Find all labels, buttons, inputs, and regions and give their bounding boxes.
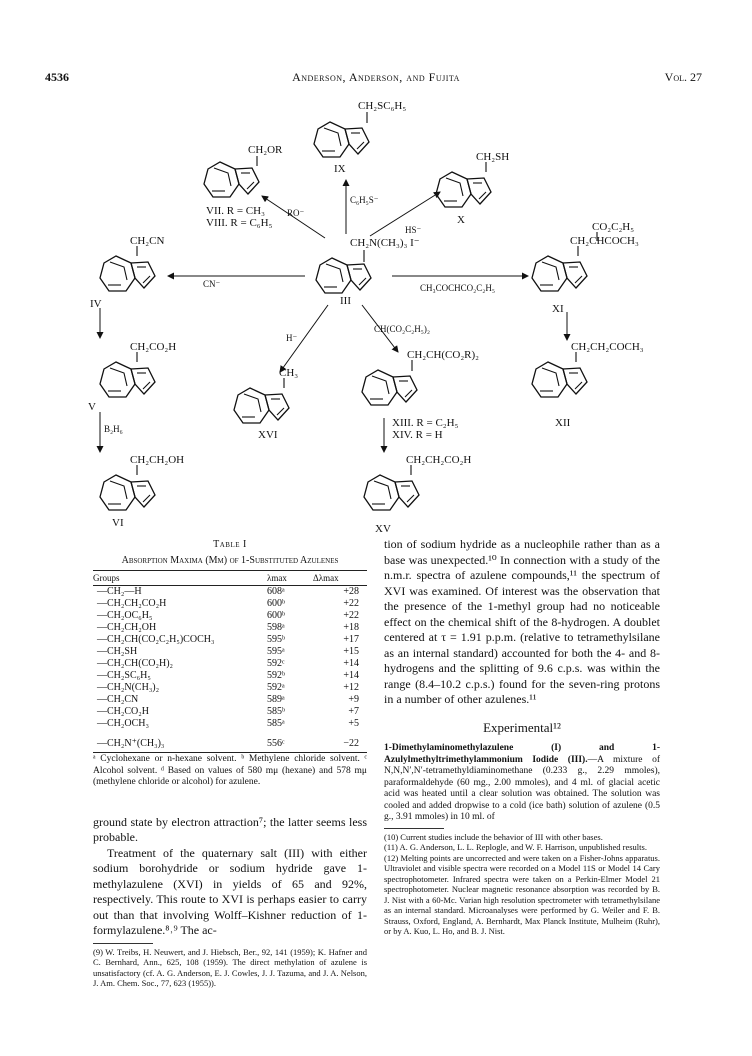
page-number: 4536	[45, 70, 69, 84]
footnote-11: (11) A. G. Anderson, L. L. Replogle, and W. F. Harrison, unpublished results.	[384, 842, 647, 852]
experimental-body	[384, 743, 660, 824]
reagent-ro: RO⁻	[287, 208, 305, 218]
table-cell-delta: +14	[343, 658, 359, 669]
footnote-9: (9) W. Treibs, H. Neuwert, and J. Hiebsch, Ber., 92, 141 (1959); K. Hafner and C. Bernhard, Ann., 625, 108 (1959). The direct methylation of azulene is unsatisfactory (cf. A. G. Anderson, E. J. Cowles, J. J. Tazuma, and J. A. Nelson, J. Am. Chem. Soc., 77, 623 (1955)).	[93, 946, 367, 988]
compound-VII-label: VII. R = CH₃	[206, 205, 265, 217]
table-cell-delta: +12	[343, 682, 359, 693]
experimental-heading: Experimental¹²	[483, 719, 561, 735]
table-cell-delta: +28	[343, 586, 359, 597]
experimental-title: 1-Dimethylaminomethylazulene (I) and 1-Azulylmethyltrimethylammonium Iodide (III).	[384, 743, 660, 765]
compound-V-label: V	[88, 401, 96, 413]
table-cell-lmax: 600ᵇ	[267, 610, 286, 621]
table-cell-lmax: 592ᵃ	[267, 682, 285, 693]
table-cell-group: —CH₂CH(CO₂H)₂	[97, 658, 174, 669]
table-row	[93, 694, 367, 706]
compound-XVI-structure	[234, 378, 289, 423]
table-cell-group: —CH₂SC₆H₅	[97, 670, 151, 681]
table-cell-group: —CH₂CH₂OH	[97, 622, 157, 633]
table-cell-lmax: 598ᵃ	[267, 622, 285, 633]
table-cell-group: —CH₂CH(CO₂C₂H₅)COCH₃	[97, 634, 215, 645]
table-cell-group: —CH₂—H	[97, 586, 142, 597]
reagent-cyanide: CN⁻	[203, 279, 221, 289]
paragraph-treatment: Treatment of the quaternary salt (III) with either sodium borohydride or sodium hydride gave 1-methylazulene (XVI) in yields of 65 and 92%, respectively. This route to XVI is perhaps easier to carry out than that involving Wolff–Kishner reduction of 1-formylazulene.⁸˒⁹ The ac-	[93, 845, 367, 937]
table-cell-lmax: 592ᵇ	[267, 670, 286, 681]
table-row	[93, 598, 367, 610]
compound-V-substituent: CH₂CO₂H	[130, 341, 177, 353]
table-notes: ᵃ Cyclohexane or n-hexane solvent. ᵇ Methylene chloride solvent. ᶜ Alcohol solvent. ᵈ Based on values of 580 mμ (hexane) and 578 mμ (methylene chloride or alcohol) for azulene.	[93, 754, 367, 787]
compound-IV-substituent: CH₂CN	[130, 235, 165, 247]
table-cell-group: —CH₂OC₆H₅	[97, 610, 153, 621]
table-row	[93, 670, 367, 682]
table-row	[93, 658, 367, 670]
table-header-delta: Δλmax	[313, 571, 367, 586]
compound-XVI-substituent: CH₃	[279, 367, 299, 379]
table-cell-lmax: 595ᵃ	[267, 646, 285, 657]
footnote-rule-right	[384, 828, 444, 829]
table-header-groups: Groups	[93, 571, 267, 586]
compound-IV-label: IV	[90, 298, 102, 310]
reaction-arrows	[100, 180, 567, 452]
table-cell-delta: +17	[343, 634, 359, 645]
table-cell-delta: +22	[343, 610, 359, 621]
compound-XII-structure	[532, 352, 587, 397]
compound-V-structure	[100, 352, 155, 397]
volume-number: Vol. 27	[664, 70, 702, 84]
compound-XV-substituent: CH₂CH₂CO₂H	[406, 454, 472, 466]
table-row	[93, 706, 367, 718]
compound-III-label: III	[340, 295, 351, 307]
compound-XIV-label: XIV. R = H	[392, 429, 443, 441]
footnote-12: (12) Melting points are uncorrected and were taken on a Fisher-Johns apparatus. Ultraviolet and visible spectra were recorded on a Model 11S or Model 14 Cary spectrophotometer. Infrared spectra were taken on a Perkin-Elmer Model 21 spectrophotometer. Nuclear magnetic resonance absorption was recorded by B. J. Nist with a 60-Mc. Varian high resolution spectrometer with tetramethylsilane as an internal standard. Microanalyses were performed by G. Weiler and F. B. Strauss, Oxford, England, A. Bernhardt, Max Planck Institute, Mulheim (Ruhr), or by A. Kuo, L. Ho, and B. J. Nist.	[384, 852, 660, 936]
footnote-rule	[93, 943, 153, 944]
compound-IX-substituent: CH₂SC₆H₅	[358, 100, 407, 112]
paragraph-ground-state: ground state by electron attraction⁷; the latter seems less probable.	[93, 814, 367, 844]
compound-VII-VIII-substituent: CH₂OR	[248, 144, 283, 156]
table-row	[93, 622, 367, 634]
table-row	[93, 610, 367, 622]
reagent-malonate: CH(CO₂C₂H₅)₂	[374, 324, 431, 334]
absorption-table	[93, 570, 367, 753]
table-cell-lmax: 608ᵃ	[267, 586, 285, 597]
compound-VI-label: VI	[112, 517, 124, 529]
table-cell-group: —CH₂CH₂CO₂H	[97, 598, 167, 609]
compound-X-structure	[436, 162, 491, 207]
compound-XV-label: XV	[375, 523, 391, 535]
table-cell-delta: +7	[348, 706, 359, 717]
table-row	[93, 586, 367, 599]
table-cell-lmax: 585ᵇ	[267, 706, 286, 717]
table-cell-group: —CH₂CN	[97, 694, 139, 705]
table-cell-delta: +15	[343, 646, 359, 657]
reagent-hydride: H⁻	[286, 333, 298, 343]
compound-XII-substituent: CH₂CH₂COCH₃	[571, 341, 644, 353]
table-row	[93, 646, 367, 658]
compound-XIII-XIV-substituent: CH₂CH(CO₂R)₂	[407, 349, 480, 361]
table-cell-lmax: 592ᶜ	[267, 658, 285, 669]
experimental-text: —A mixture of N,N,N′,N′-tetramethyldiaminomethane (0.233 g., 2.29 mmoles), paraformaldehyde (60 mg., 2.00 mmoles), and 4 ml. of glacial acetic acid was heated until a clear solution was obtained. The solution was cooled and added dropwise to a cold (ice bath) solution of azulene (0.5 g., 3.91 mmoles) in 10 ml. of	[384, 754, 660, 822]
table-cell-delta: +5	[348, 718, 359, 729]
table-cell-lmax: 600ᵇ	[267, 598, 286, 609]
table-cell-lmax: 556ᶜ	[267, 730, 313, 753]
table-cell-lmax: 595ᵇ	[267, 634, 286, 645]
table-row	[93, 718, 367, 730]
compound-XII-label: XII	[555, 417, 571, 429]
compound-X-label: X	[457, 214, 465, 226]
compound-XV-structure	[364, 465, 419, 510]
compound-XVI-label: XVI	[258, 429, 278, 441]
compound-XIII-label: XIII. R = C₂H₅	[392, 417, 459, 429]
compound-XIII-XIV-structure	[362, 360, 417, 405]
reagent-thiophenoxide: C₆H₅S⁻	[350, 195, 379, 205]
table-cell-group: —CH₂N(CH₃)₂	[97, 682, 160, 693]
table-cell-delta: +22	[343, 598, 359, 609]
table-cell-delta: +9	[348, 694, 359, 705]
table-cell-lmax: 589ᵃ	[267, 694, 285, 705]
table-cell-group: —CH₂CO₂H	[97, 706, 149, 717]
right-column	[384, 537, 660, 937]
compound-IV-structure	[100, 246, 155, 291]
reagent-acetoacetate: CH₃COCHCO₂C₂H₅	[420, 283, 496, 293]
table-cell-lmax: 585ᵃ	[267, 718, 285, 729]
table-title: Table I	[213, 539, 247, 550]
table-header-lmax: λmax	[267, 571, 313, 586]
table-cell-delta: +14	[343, 670, 359, 681]
reaction-scheme	[0, 90, 752, 535]
compound-III-substituent: CH₂N(CH₃)₃ I⁻	[350, 237, 420, 249]
table-cell-delta: +18	[343, 622, 359, 633]
table-row	[93, 634, 367, 646]
table-cell-group: —CH₂SH	[97, 646, 138, 657]
compound-VIII-label: VIII. R = C₆H₅	[206, 217, 273, 229]
table-caption: Absorption Maxima (Mμ) of 1-Substituted Azulenes	[121, 554, 339, 566]
compound-IX-label: IX	[334, 163, 346, 175]
compound-VII-VIII-structure	[204, 156, 259, 197]
compound-VI-substituent: CH₂CH₂OH	[130, 454, 185, 466]
table-cell-group: —CH₂N⁺(CH₃)₃	[93, 730, 267, 753]
table-cell-delta: −22	[313, 730, 367, 753]
reagent-hydrosulfide: HS⁻	[405, 225, 422, 235]
compound-VI-structure	[100, 465, 155, 510]
reagent-diborane: B₂H₆	[104, 424, 123, 434]
compound-XI-substituent: CH₂CHCOCH₃	[570, 235, 639, 247]
table-cell-group: —CH₂OCH₃	[97, 718, 149, 729]
paragraph-sodium-hydride: tion of sodium hydride as a nucleophile rather than as a base was unexpected.¹⁰ In connection with a study of the n.m.r. spectra of azulene compounds,¹¹ the spectrum of XVI was examined. Of interest was the observation that the presence of the 1-methyl group had no noticeable effect on the chemical shift of the 8-hydrogen. A doublet centered at τ = 1.91 p.p.m. (relative to tetramethylsilane as an internal standard) accounted for both the 4- and 8-hydrogens and the splitting of 9.6 c.p.s. was within the range (8.4–10.2 c.p.s.) found for the seven-ring protons in a number of other azulenes.¹¹	[384, 537, 660, 706]
compound-XI-substituent-ester: CO₂C₂H₅	[592, 221, 635, 233]
footnote-10: (10) Current studies include the behavior of III with other bases.	[384, 831, 603, 842]
compound-IX-structure	[314, 112, 369, 157]
table-row-last	[93, 730, 367, 753]
table-row	[93, 682, 367, 694]
running-head-authors: Anderson, Anderson, and Fujita	[292, 70, 460, 84]
compound-XI-label: XI	[552, 303, 564, 315]
compound-X-substituent: CH₂SH	[476, 151, 510, 163]
compound-III-structure	[316, 250, 371, 293]
left-column	[93, 537, 367, 989]
